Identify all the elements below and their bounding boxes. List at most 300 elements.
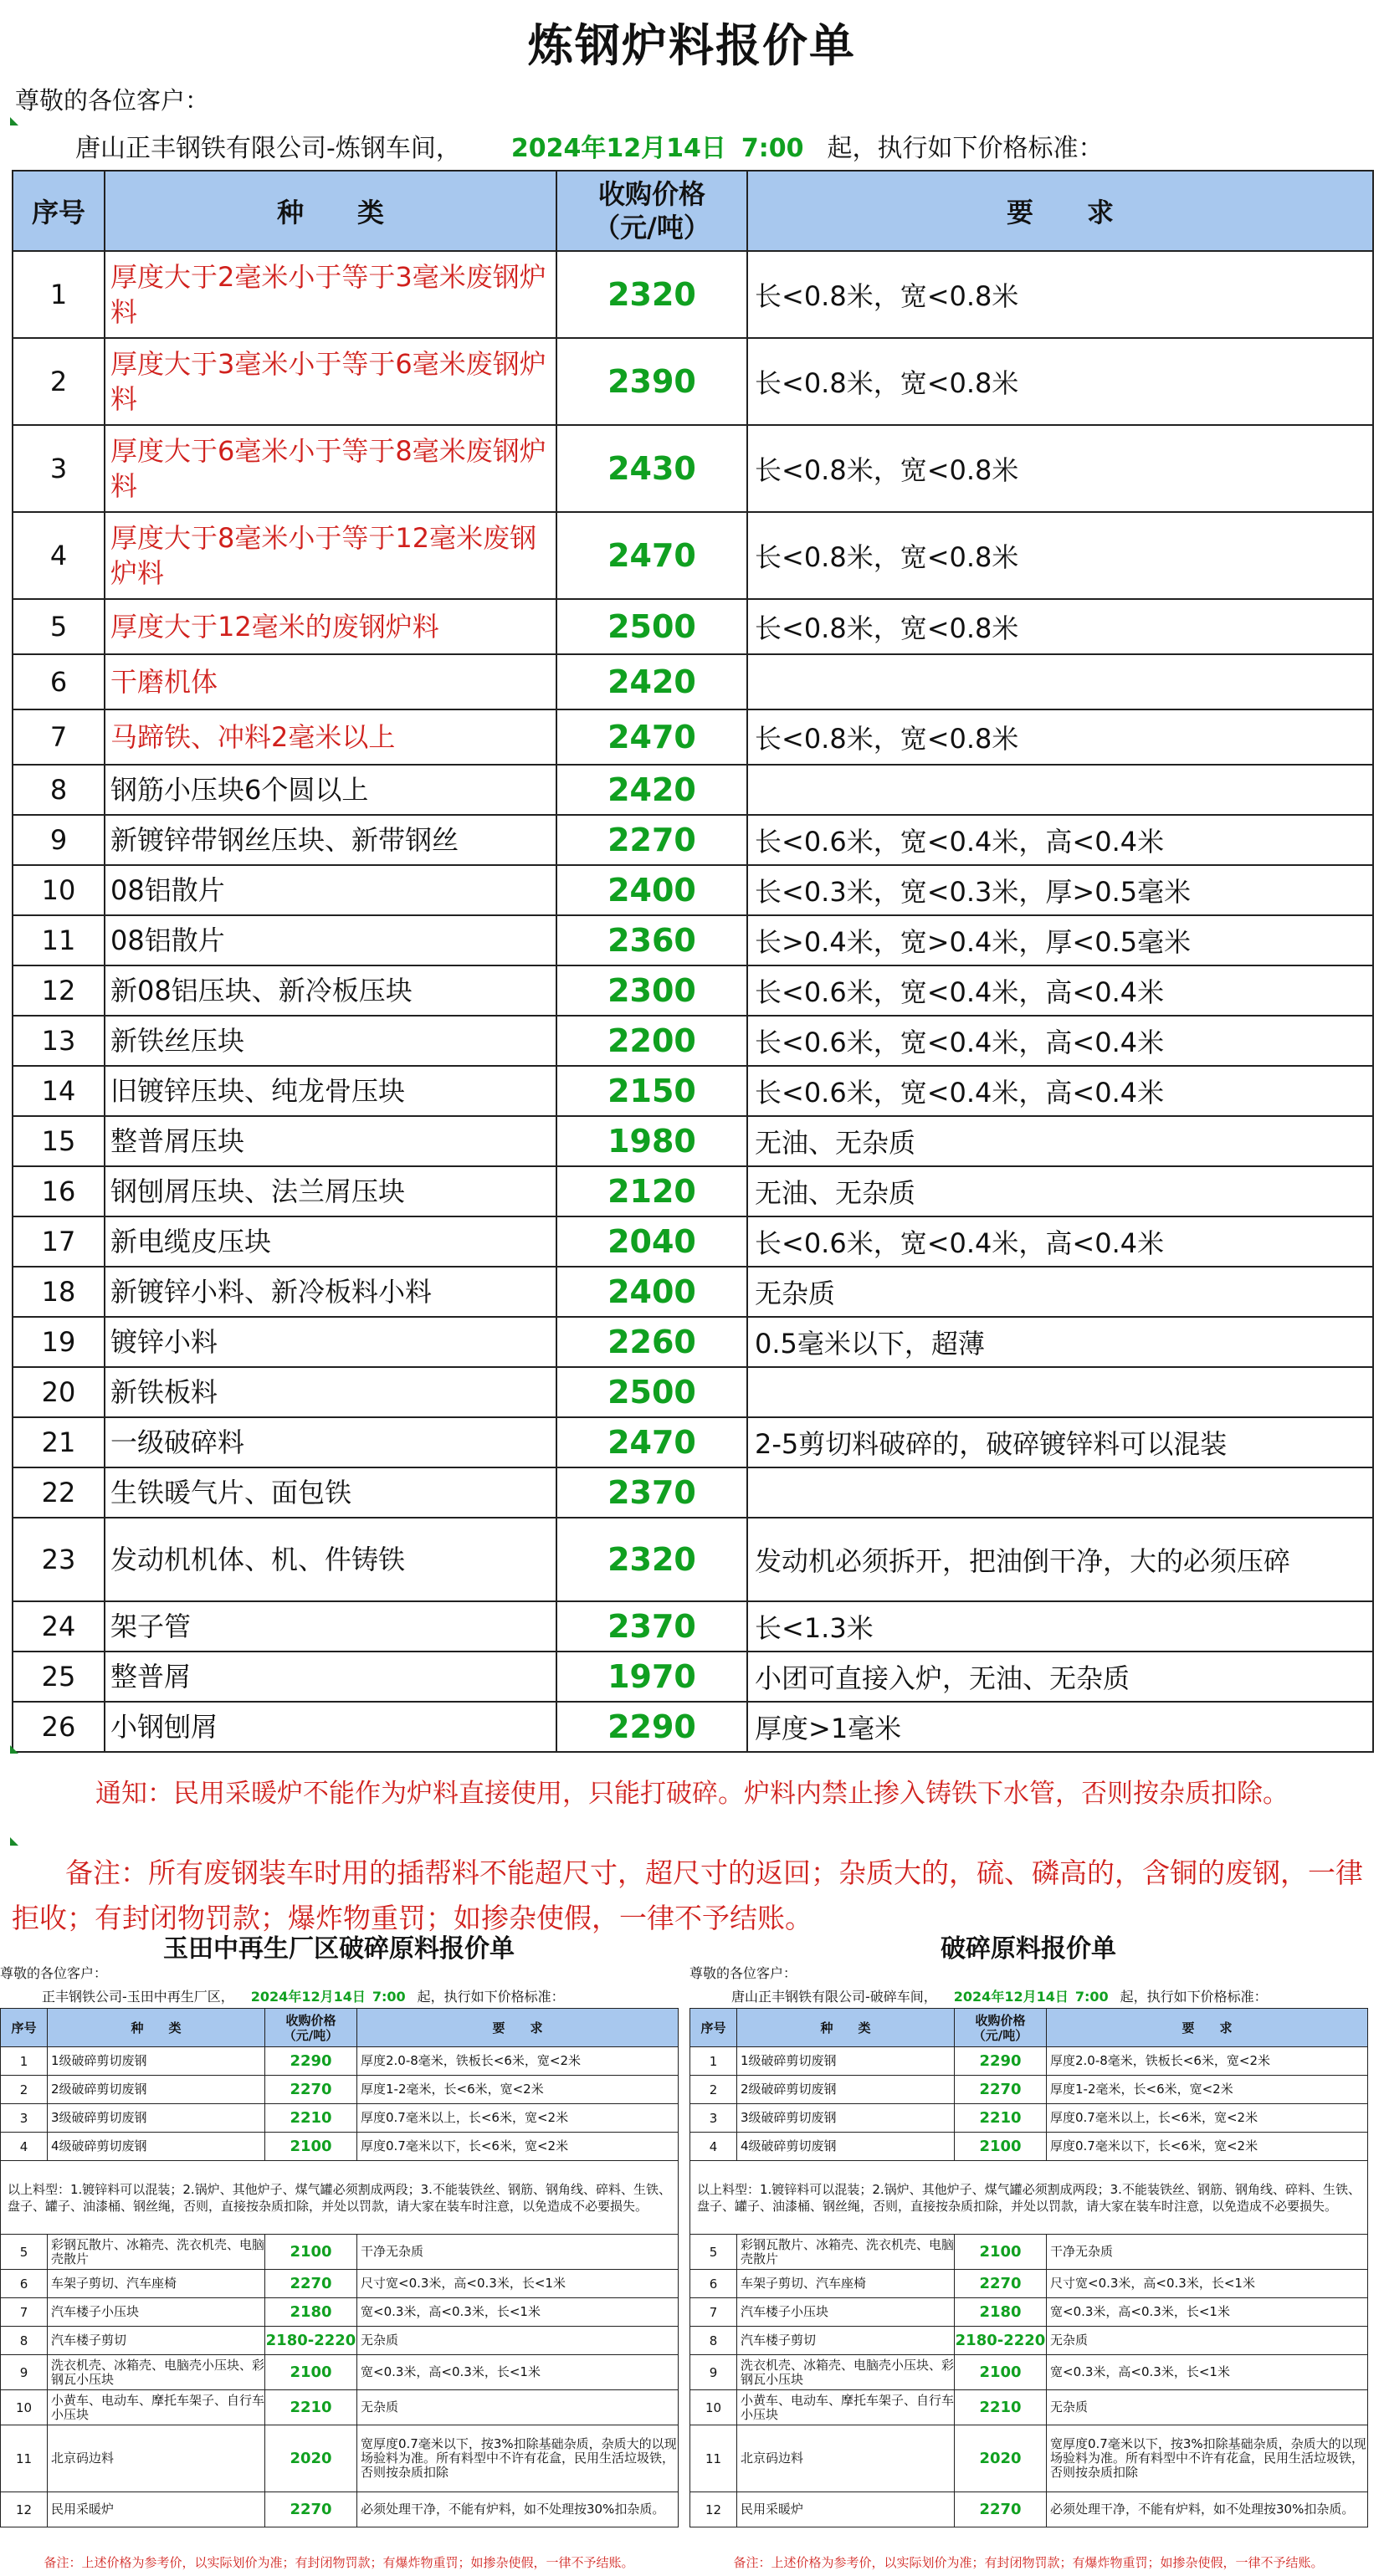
table-row: [13, 965, 1373, 1016]
sub-header-line: [731, 1986, 1268, 2005]
row-kind: 新铁丝压块: [105, 1016, 556, 1066]
sub-row-number: 10: [690, 2390, 737, 2425]
sub-row-price: 2290: [955, 2047, 1047, 2076]
sub-header-price: 收购价格 （元/吨）: [955, 2009, 1047, 2047]
sub-row-number: 1: [690, 2047, 737, 2076]
sub-row-number: 1: [1, 2047, 48, 2076]
sub-header-no: 序号: [690, 2009, 737, 2047]
row-number: 19: [13, 1317, 105, 1367]
row-number: 21: [13, 1417, 105, 1467]
table-row: [13, 1116, 1373, 1166]
row-number: 26: [13, 1702, 105, 1752]
sub-row-number: 9: [1, 2355, 48, 2390]
sub-row-requirement: 宽<0.3米，高<0.3米，长<1米: [357, 2355, 679, 2390]
sub-row-price: 2180: [265, 2298, 357, 2327]
effective-time: 7:00: [741, 134, 804, 163]
row-requirement: 长<0.6米，宽<0.4米，高<0.4米: [747, 1216, 1373, 1267]
row-price: 2370: [556, 1467, 747, 1518]
sub-row-requirement: 厚度0.7毫米以上，长<6米，宽<2米: [357, 2104, 679, 2133]
sub-row-price: 2100: [955, 2235, 1047, 2270]
sub-row-requirement: 干净无杂质: [1047, 2235, 1368, 2270]
sub-table-row: [1, 2298, 679, 2327]
sub-row-price: 2100: [955, 2355, 1047, 2390]
sub-row-price: 2100: [265, 2235, 357, 2270]
table-row: [13, 1417, 1373, 1467]
row-requirement: 长<0.8米，宽<0.8米: [747, 251, 1373, 338]
sub-row-price: 2180-2220: [265, 2327, 357, 2355]
sub-row-requirement: 必须处理干净，不能有炉料，如不处理按30%扣杂质。: [357, 2492, 679, 2527]
row-number: 2: [13, 338, 105, 425]
sub-title: 破碎原料报价单: [941, 1934, 1116, 1964]
row-price: 2500: [556, 1367, 747, 1417]
sub-table-row: [690, 2047, 1368, 2076]
sub-header-requirement: 要 求: [357, 2009, 679, 2047]
sub-header-requirement: 要 求: [1047, 2009, 1368, 2047]
sub-row-kind: 车架子剪切、汽车座椅: [48, 2270, 265, 2298]
sub-row-price: 2270: [955, 2492, 1047, 2527]
sub-row-kind: 4级破碎剪切废钢: [48, 2133, 265, 2161]
row-requirement: 小团可直接入炉，无油、无杂质: [747, 1652, 1373, 1702]
sub-table-row: [1, 2327, 679, 2355]
sub-table-row: [690, 2298, 1368, 2327]
sub-row-number: 11: [1, 2425, 48, 2492]
row-requirement: 发动机必须拆开，把油倒干净，大的必须压碎: [747, 1518, 1373, 1601]
row-price: 2470: [556, 512, 747, 599]
sub-note: 以上料型：1.镀锌料可以混装；2.锅炉、其他炉子、煤气罐必须割成两段；3.不能装铁丝、钢筋、钢角线、碎料、生铁、盘子、罐子、油漆桶、钢丝绳，否则，直接按杂质扣除，并处以罚款，请大家在装车时注意，以免造成不必要损失。: [1, 2161, 679, 2235]
row-requirement: 长<1.3米: [747, 1601, 1373, 1652]
sub-date: 2024年12月14日: [250, 1989, 366, 2005]
row-number: 15: [13, 1116, 105, 1166]
row-requirement: [747, 1467, 1373, 1518]
row-requirement: 无油、无杂质: [747, 1166, 1373, 1216]
row-kind: 厚度大于8毫米小于等于12毫米废钢炉料: [105, 512, 556, 599]
sub-header-line: [42, 1986, 565, 2005]
row-price: 1970: [556, 1652, 747, 1702]
sub-row-price: 2270: [265, 2076, 357, 2104]
sub-row-price: 2180: [955, 2298, 1047, 2327]
sub-table-row: [690, 2355, 1368, 2390]
table-row: [13, 425, 1373, 512]
sub-table-row: [690, 2492, 1368, 2527]
sub-table-row: [1, 2047, 679, 2076]
sub-row-requirement: 无杂质: [357, 2390, 679, 2425]
row-kind: 新电缆皮压块: [105, 1216, 556, 1267]
sub-row-price: 2210: [265, 2390, 357, 2425]
sub-header-row: [690, 2009, 1368, 2047]
row-number: 18: [13, 1267, 105, 1317]
sub-row-price: 2210: [265, 2104, 357, 2133]
sub-row-number: 4: [1, 2133, 48, 2161]
sub-header-price: 收购价格 （元/吨）: [265, 2009, 357, 2047]
sub-table-row: [1, 2425, 679, 2492]
row-requirement: [747, 765, 1373, 815]
row-kind: 新08铝压块、新冷板压块: [105, 965, 556, 1016]
header-price: 收购价格 （元/吨）: [556, 171, 747, 251]
sub-row-kind: 小黄车、电动车、摩托车架子、自行车小压块: [48, 2390, 265, 2425]
row-requirement: 长<0.6米，宽<0.4米，高<0.4米: [747, 1066, 1373, 1116]
sub-row-kind: 民用采暖炉: [737, 2492, 955, 2527]
row-price: 1980: [556, 1116, 747, 1166]
sub-table-row: [1, 2104, 679, 2133]
sub-table-row: [690, 2270, 1368, 2298]
sub-table-row: [1, 2390, 679, 2425]
sub-row-requirement: 宽厚度0.7毫米以下，按3%扣除基础杂质，杂质大的以现场验料为准。所有料型中不许有花盒，民用生活垃圾铁，否则按杂质扣除: [1047, 2425, 1368, 2492]
sub-row-requirement: 厚度2.0-8毫米，铁板长<6米，宽<2米: [1047, 2047, 1368, 2076]
sub-row-requirement: 厚度0.7毫米以上，长<6米，宽<2米: [1047, 2104, 1368, 2133]
sub-row-kind: 汽车楼子小压块: [48, 2298, 265, 2327]
sub-row-price: 2020: [265, 2425, 357, 2492]
sub-row-requirement: 无杂质: [357, 2327, 679, 2355]
sub-row-price: 2270: [265, 2270, 357, 2298]
table-row: [13, 1267, 1373, 1317]
sub-price-table: [0, 2008, 679, 2527]
row-number: 22: [13, 1467, 105, 1518]
row-requirement: 长<0.6米，宽<0.4米，高<0.4米: [747, 1016, 1373, 1066]
sub-row-requirement: 厚度0.7毫米以下，长<6米，宽<2米: [1047, 2133, 1368, 2161]
sub-row-number: 10: [1, 2390, 48, 2425]
cell-marker-icon: [10, 1837, 18, 1846]
row-number: 3: [13, 425, 105, 512]
sub-row-kind: 汽车楼子剪切: [48, 2327, 265, 2355]
sub-row-requirement: 厚度0.7毫米以下，长<6米，宽<2米: [357, 2133, 679, 2161]
row-kind: 架子管: [105, 1601, 556, 1652]
sub-row-requirement: 必须处理干净，不能有炉料，如不处理按30%扣杂质。: [1047, 2492, 1368, 2527]
sub-row-number: 12: [690, 2492, 737, 2527]
sub-row-requirement: 尺寸宽<0.3米，高<0.3米，长<1米: [357, 2270, 679, 2298]
sub-table-row: [690, 2133, 1368, 2161]
sub-row-kind: 2级破碎剪切废钢: [48, 2076, 265, 2104]
sub-suffix: 起，执行如下价格标准：: [1120, 1989, 1268, 2005]
sub-row-number: 4: [690, 2133, 737, 2161]
page-title: 炼钢炉料报价单: [528, 19, 856, 72]
sub-header-kind: 种 类: [737, 2009, 955, 2047]
table-header-row: [13, 171, 1373, 251]
sub-row-number: 7: [690, 2298, 737, 2327]
sub-footer: 备注：上述价格为参考价，以实际划价为准；有封闭物罚款；有爆炸物重罚；如掺杂使假，一律不予结账。: [44, 2555, 634, 2570]
sub-table-row: [690, 2327, 1368, 2355]
sub-row-kind: 3级破碎剪切废钢: [48, 2104, 265, 2133]
row-number: 25: [13, 1652, 105, 1702]
sub-note-row: [1, 2161, 679, 2235]
row-price: 2320: [556, 251, 747, 338]
sub-row-kind: 彩钢瓦散片、冰箱壳、洗衣机壳、电脑壳散片: [48, 2235, 265, 2270]
row-number: 8: [13, 765, 105, 815]
remark-text: 备注：所有废钢装车时用的插帮料不能超尺寸，超尺寸的返回；杂质大的，硫、磷高的，含铜的废钢，一律拒收；有封闭物罚款；爆炸物重罚；如掺杂使假，一律不予结账。: [12, 1856, 1363, 1934]
table-row: [13, 599, 1373, 654]
row-price: 2320: [556, 1518, 747, 1601]
table-row: [13, 1467, 1373, 1518]
sub-row-kind: 洗衣机壳、冰箱壳、电脑壳小压块、彩钢瓦小压块: [737, 2355, 955, 2390]
row-number: 1: [13, 251, 105, 338]
row-kind: 新铁板料: [105, 1367, 556, 1417]
row-requirement: 无油、无杂质: [747, 1116, 1373, 1166]
sub-row-kind: 汽车楼子小压块: [737, 2298, 955, 2327]
row-kind: 旧镀锌压块、纯龙骨压块: [105, 1066, 556, 1116]
table-row: [13, 1317, 1373, 1367]
sub-row-number: 5: [1, 2235, 48, 2270]
table-row: [13, 1601, 1373, 1652]
table-row: [13, 654, 1373, 709]
row-price: 2040: [556, 1216, 747, 1267]
sub-row-number: 6: [690, 2270, 737, 2298]
row-price: 2300: [556, 965, 747, 1016]
row-requirement: 2-5剪切料破碎的，破碎镀锌料可以混装: [747, 1417, 1373, 1467]
row-number: 4: [13, 512, 105, 599]
table-row: [13, 1066, 1373, 1116]
row-kind: 厚度大于2毫米小于等于3毫米废钢炉料: [105, 251, 556, 338]
table-row: [13, 765, 1373, 815]
table-row: [13, 709, 1373, 765]
sub-row-kind: 民用采暖炉: [48, 2492, 265, 2527]
row-price: 2420: [556, 765, 747, 815]
row-kind: 厚度大于3毫米小于等于6毫米废钢炉料: [105, 338, 556, 425]
row-requirement: 长<0.8米，宽<0.8米: [747, 512, 1373, 599]
sub-note-row: [690, 2161, 1368, 2235]
table-row: [13, 1166, 1373, 1216]
sub-row-kind: 1级破碎剪切废钢: [48, 2047, 265, 2076]
row-requirement: 厚度>1毫米: [747, 1702, 1373, 1752]
sub-row-number: 8: [690, 2327, 737, 2355]
sub-row-requirement: 宽<0.3米，高<0.3米，长<1米: [1047, 2298, 1368, 2327]
sub-table-row: [690, 2076, 1368, 2104]
table-row: [13, 512, 1373, 599]
header-line: [75, 127, 1103, 164]
sub-row-kind: 1级破碎剪切废钢: [737, 2047, 955, 2076]
sub-greeting: 尊敬的各位客户：: [0, 1965, 108, 1981]
row-number: 11: [13, 915, 105, 965]
sub-row-requirement: 厚度2.0-8毫米，铁板长<6米，宽<2米: [357, 2047, 679, 2076]
sub-row-number: 8: [1, 2327, 48, 2355]
row-requirement: [747, 1367, 1373, 1417]
sub-row-kind: 3级破碎剪切废钢: [737, 2104, 955, 2133]
sub-table-row: [690, 2425, 1368, 2492]
sub-company: 正丰钢铁公司-玉田中再生厂区，: [42, 1989, 234, 2005]
row-number: 12: [13, 965, 105, 1016]
row-number: 7: [13, 709, 105, 765]
row-price: 2370: [556, 1601, 747, 1652]
row-requirement: 无杂质: [747, 1267, 1373, 1317]
sub-row-kind: 汽车楼子剪切: [737, 2327, 955, 2355]
sub-row-kind: 洗衣机壳、冰箱壳、电脑壳小压块、彩钢瓦小压块: [48, 2355, 265, 2390]
row-kind: 钢刨屑压块、法兰屑压块: [105, 1166, 556, 1216]
row-number: 13: [13, 1016, 105, 1066]
sub-row-kind: 2级破碎剪切废钢: [737, 2076, 955, 2104]
table-row: [13, 1652, 1373, 1702]
header-requirement: 要 求: [747, 171, 1373, 251]
sub-row-number: 11: [690, 2425, 737, 2492]
sub-row-number: 7: [1, 2298, 48, 2327]
sub-row-requirement: 无杂质: [1047, 2327, 1368, 2355]
row-price: 2150: [556, 1066, 747, 1116]
row-number: 14: [13, 1066, 105, 1116]
row-number: 17: [13, 1216, 105, 1267]
sub-row-number: 6: [1, 2270, 48, 2298]
sub-row-kind: 北京码边料: [737, 2425, 955, 2492]
row-kind: 厚度大于12毫米的废钢炉料: [105, 599, 556, 654]
row-kind: 发动机机体、机、件铸铁: [105, 1518, 556, 1601]
table-row: [13, 815, 1373, 865]
row-kind: 08铝散片: [105, 915, 556, 965]
sub-row-price: 2270: [265, 2492, 357, 2527]
sub-note: 以上料型：1.镀锌料可以混装；2.锅炉、其他炉子、煤气罐必须割成两段；3.不能装铁丝、钢筋、钢角线、碎料、生铁、盘子、罐子、油漆桶、钢丝绳，否则，直接按杂质扣除，并处以罚款，请大家在装车时注意，以免造成不必要损失。: [690, 2161, 1368, 2235]
header-kind: 种 类: [105, 171, 556, 251]
table-row: [13, 1367, 1373, 1417]
row-price: 2430: [556, 425, 747, 512]
row-requirement: 长<0.6米，宽<0.4米，高<0.4米: [747, 815, 1373, 865]
sub-row-kind: 彩钢瓦散片、冰箱壳、洗衣机壳、电脑壳散片: [737, 2235, 955, 2270]
sub-row-requirement: 无杂质: [1047, 2390, 1368, 2425]
sub-table-row: [1, 2492, 679, 2527]
greeting: 尊敬的各位客户：: [15, 86, 210, 115]
sub-table-row: [1, 2270, 679, 2298]
sub-row-kind: 4级破碎剪切废钢: [737, 2133, 955, 2161]
row-price: 2400: [556, 1267, 747, 1317]
sub-row-number: 2: [690, 2076, 737, 2104]
sub-time: 7:00: [1074, 1989, 1109, 2005]
sub-row-price: 2100: [265, 2133, 357, 2161]
row-kind: 钢筋小压块6个圆以上: [105, 765, 556, 815]
sub-company: 唐山正丰钢铁有限公司-破碎车间，: [731, 1989, 937, 2005]
sub-table-row: [690, 2104, 1368, 2133]
row-requirement: 长<0.3米，宽<0.3米，厚>0.5毫米: [747, 865, 1373, 915]
row-requirement: 长<0.6米，宽<0.4米，高<0.4米: [747, 965, 1373, 1016]
sub-row-requirement: 尺寸宽<0.3米，高<0.3米，长<1米: [1047, 2270, 1368, 2298]
row-price: 2270: [556, 815, 747, 865]
row-price: 2120: [556, 1166, 747, 1216]
row-kind: 干磨机体: [105, 654, 556, 709]
row-price: 2290: [556, 1702, 747, 1752]
sub-header-kind: 种 类: [48, 2009, 265, 2047]
row-price: 2390: [556, 338, 747, 425]
row-number: 20: [13, 1367, 105, 1417]
sub-row-requirement: 干净无杂质: [357, 2235, 679, 2270]
sub-row-number: 3: [690, 2104, 737, 2133]
row-price: 2470: [556, 709, 747, 765]
row-price: 2470: [556, 1417, 747, 1467]
table-row: [13, 1216, 1373, 1267]
sub-time: 7:00: [372, 1989, 406, 2005]
row-price: 2260: [556, 1317, 747, 1367]
row-requirement: 长<0.8米，宽<0.8米: [747, 338, 1373, 425]
sub-table-row: [1, 2355, 679, 2390]
sub-greeting: 尊敬的各位客户：: [689, 1965, 797, 1981]
table-row: [13, 1518, 1373, 1601]
sub-row-price: 2290: [265, 2047, 357, 2076]
sub-price-table: [689, 2008, 1368, 2527]
sub-table-row: [1, 2076, 679, 2104]
row-kind: 整普屑压块: [105, 1116, 556, 1166]
sub-table-row: [690, 2390, 1368, 2425]
sub-row-number: 9: [690, 2355, 737, 2390]
sub-row-number: 2: [1, 2076, 48, 2104]
sub-row-kind: 小黄车、电动车、摩托车架子、自行车小压块: [737, 2390, 955, 2425]
sub-row-number: 3: [1, 2104, 48, 2133]
effective-suffix: 起，执行如下价格标准：: [827, 134, 1104, 163]
sub-row-kind: 车架子剪切、汽车座椅: [737, 2270, 955, 2298]
sub-title: 玉田中再生厂区破碎原料报价单: [163, 1934, 515, 1964]
sub-row-price: 2180-2220: [955, 2327, 1047, 2355]
row-kind: 一级破碎料: [105, 1417, 556, 1467]
row-kind: 小钢刨屑: [105, 1702, 556, 1752]
cell-marker-icon: [10, 1745, 18, 1754]
row-number: 24: [13, 1601, 105, 1652]
sub-table-row: [690, 2235, 1368, 2270]
row-kind: 新镀锌小料、新冷板料小料: [105, 1267, 556, 1317]
sub-date: 2024年12月14日: [953, 1989, 1069, 2005]
row-price: 2200: [556, 1016, 747, 1066]
row-number: 9: [13, 815, 105, 865]
sub-row-price: 2270: [955, 2270, 1047, 2298]
main-price-table: [12, 170, 1374, 1753]
sub-row-requirement: 宽<0.3米，高<0.3米，长<1米: [357, 2298, 679, 2327]
row-requirement: 0.5毫米以下，超薄: [747, 1317, 1373, 1367]
row-kind: 新镀锌带钢丝压块、新带钢丝: [105, 815, 556, 865]
row-requirement: 长>0.4米，宽>0.4米，厚<0.5毫米: [747, 915, 1373, 965]
sub-row-requirement: 宽厚度0.7毫米以下，按3%扣除基础杂质，杂质大的以现场验料为准。所有料型中不许有花盒，民用生活垃圾铁，否则按杂质扣除: [357, 2425, 679, 2492]
row-price: 2400: [556, 865, 747, 915]
notice-text: 通知：民用采暖炉不能作为炉料直接使用，只能打破碎。炉料内禁止掺入铸铁下水管，否则按杂质扣除。: [95, 1779, 1289, 1809]
row-requirement: 长<0.8米，宽<0.8米: [747, 709, 1373, 765]
row-number: 23: [13, 1518, 105, 1601]
sub-row-price: 2020: [955, 2425, 1047, 2492]
row-requirement: 长<0.8米，宽<0.8米: [747, 425, 1373, 512]
sub-header-row: [1, 2009, 679, 2047]
row-kind: 马蹄铁、冲料2毫米以上: [105, 709, 556, 765]
sub-row-price: 2210: [955, 2390, 1047, 2425]
sub-footer: 备注：上述价格为参考价，以实际划价为准；有封闭物罚款；有爆炸物重罚；如掺杂使假，一律不予结账。: [733, 2555, 1324, 2570]
row-price: 2420: [556, 654, 747, 709]
row-kind: 08铝散片: [105, 865, 556, 915]
sub-row-price: 2100: [265, 2355, 357, 2390]
table-row: [13, 338, 1373, 425]
row-kind: 厚度大于6毫米小于等于8毫米废钢炉料: [105, 425, 556, 512]
row-kind: 整普屑: [105, 1652, 556, 1702]
sub-row-price: 2100: [955, 2133, 1047, 2161]
row-requirement: [747, 654, 1373, 709]
table-row: [13, 1702, 1373, 1752]
row-kind: 生铁暖气片、面包铁: [105, 1467, 556, 1518]
sub-row-price: 2270: [955, 2076, 1047, 2104]
row-number: 16: [13, 1166, 105, 1216]
sub-table-row: [1, 2235, 679, 2270]
sub-row-kind: 北京码边料: [48, 2425, 265, 2492]
sub-header-no: 序号: [1, 2009, 48, 2047]
sub-row-price: 2210: [955, 2104, 1047, 2133]
cell-marker-icon: [10, 117, 18, 125]
row-number: 6: [13, 654, 105, 709]
sub-suffix: 起，执行如下价格标准：: [417, 1989, 565, 2005]
sub-row-requirement: 厚度1-2毫米，长<6米，宽<2米: [1047, 2076, 1368, 2104]
table-row: [13, 1016, 1373, 1066]
row-requirement: 长<0.8米，宽<0.8米: [747, 599, 1373, 654]
sub-table-row: [1, 2133, 679, 2161]
table-row: [13, 915, 1373, 965]
sub-row-number: 5: [690, 2235, 737, 2270]
effective-date: 2024年12月14日: [510, 134, 726, 163]
row-price: 2360: [556, 915, 747, 965]
sub-row-number: 12: [1, 2492, 48, 2527]
company-name: 唐山正丰钢铁有限公司-炼钢车间，: [75, 134, 461, 163]
row-price: 2500: [556, 599, 747, 654]
row-number: 5: [13, 599, 105, 654]
sub-row-requirement: 厚度1-2毫米，长<6米，宽<2米: [357, 2076, 679, 2104]
row-number: 10: [13, 865, 105, 915]
row-kind: 镀锌小料: [105, 1317, 556, 1367]
header-no: 序号: [13, 171, 105, 251]
sub-row-requirement: 宽<0.3米，高<0.3米，长<1米: [1047, 2355, 1368, 2390]
table-row: [13, 865, 1373, 915]
table-row: [13, 251, 1373, 338]
